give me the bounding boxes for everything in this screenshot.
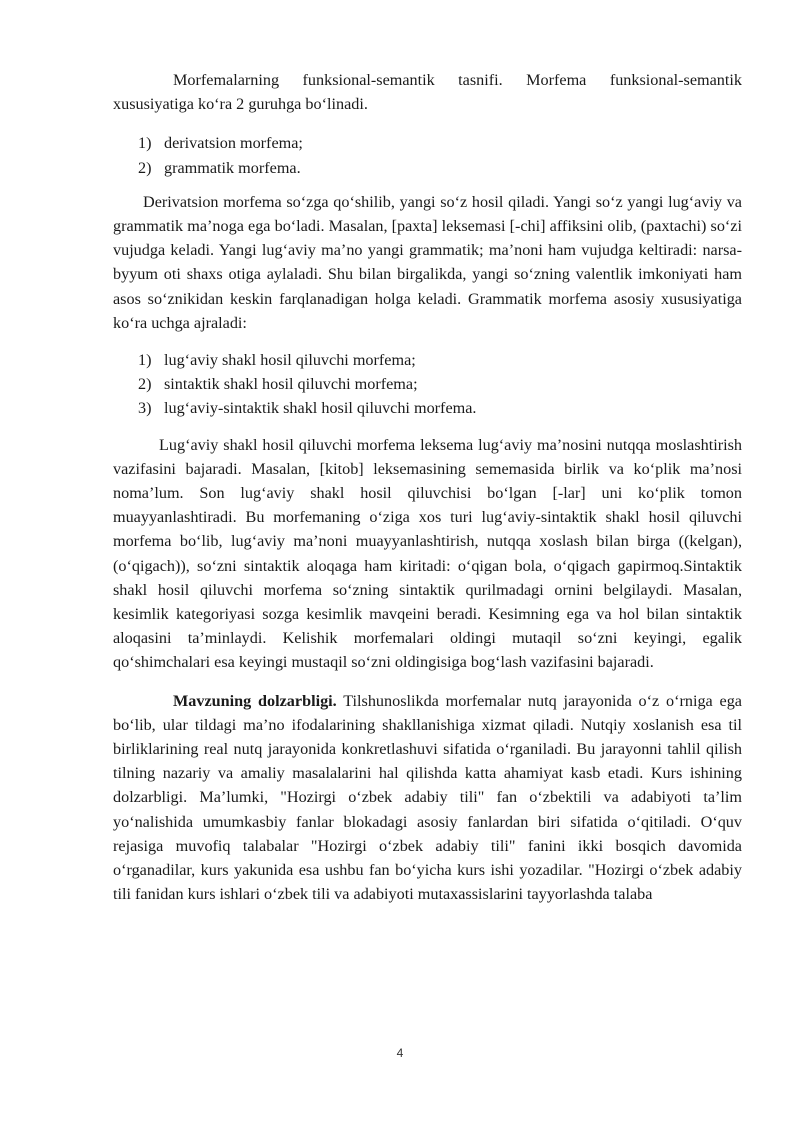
list-item-text: derivatsion morfema;	[164, 134, 303, 153]
list-item-text: lug‘aviy shakl hosil qiluvchi morfema;	[164, 351, 416, 370]
list-item	[113, 131, 742, 155]
grammatical-morpheme-types-list	[113, 348, 742, 421]
list-item	[113, 372, 742, 396]
page-number: 4	[396, 1046, 404, 1060]
list-item	[113, 348, 742, 372]
paragraph-derivational-morpheme: Derivatsion morfema so‘zga qo‘shilib, yangi so‘z hosil qiladi. Yangi so‘z yangi lug‘aviy va grammatik ma’noga ega bo‘ladi. Masalan, [paxta] leksemasi [-chi] affiksini olib, (paxtachi) so‘zi vujudga keladi. Yangi lug‘aviy ma’no yangi grammatik; ma’noni ham vujudga keltiradi: narsa-byyum oti shaxs otiga aylaladi. Shu bilan birgalikda, yangi so‘zning valentlik imkoniyati ham asos so‘znikidan keskin farqlanadigan holga keladi. Grammatik morfema asosiy xususiyatiga ko‘ra uchga ajraladi:	[113, 192, 742, 332]
paragraph-classification-intro: Morfemalarning funksional-semantik tasnifi. Morfema funksional-semantik xususiyatiga ko‘ra 2 guruhga bo‘linadi.	[113, 71, 742, 114]
paragraph-lexical-form-morpheme: Lug‘aviy shakl hosil qiluvchi morfema leksema lug‘aviy ma’nosini nutqqa moslashtirish vazifasini bajaradi. Masalan, [kitob] leksemasining sememasida birlik va ko‘plik ma’nosi noma’lum. Son lug‘aviy shakl hosil qiluvchisi bo‘lgan [-lar] uni ko‘plik tomon muayyanlashtiradi. Bu morfemaning o‘ziga xos turi lug‘aviy-sintaktik shakl hosil qiluvchi morfema bo‘lib, lug‘aviy ma’noni muayyanlashtirish, nutqqa xoslash bilan birga ((kelgan), (o‘qigach)), so‘zni sintaktik aloqaga ham kiritadi: o‘qigan bola, o‘qigach gapirmoq.Sintaktik shakl hosil qiluvchi morfema so‘zning sintaktik qurilmadagi ornini belgilaydi. Masalan, kesimlik kategoriyasi sozga kesimlik mavqeini beradi. Kesimning ega va hol bilan sintaktik aloqasini ta’minlaydi. Kelishik morfemalari oldingi mutaqil so‘zni keyingi, egalik qo‘shimchalari esa keyingi mustaqil so‘zni oldingisiga bog‘lash vazifasini bajaradi.	[113, 435, 742, 672]
list-item-text: sintaktik shakl hosil qiluvchi morfema;	[164, 375, 418, 394]
list-item-number: 3)	[138, 399, 152, 418]
morpheme-types-list	[113, 131, 742, 179]
list-item-text: lug‘aviy-sintaktik shakl hosil qiluvchi morfema.	[164, 399, 477, 418]
list-item	[113, 156, 742, 180]
paragraph-body: Tilshunoslikda morfemalar nutq jarayonida o‘z o‘rniga ega bo‘lib, ular tildagi ma’no ifodalarining shakllanishiga xizmat qiladi. Nutqiy xoslanish esa til birliklarining real nutq jarayonida konkretlashuvi sifatida o‘rganiladi. Bu jarayonni tahlil qilish tilning nazariy va amaliy masalalarini hal qilishda katta ahamiyat kasb etadi. Kurs ishining dolzarbligi. Ma’lumki, "Hozirgi o‘zbek adabiy tili" fan o‘zbektili va adabiyoti ta’lim yo‘nalishida umumkasbiy fanlar blokadagi asosiy fanlardan biri sifatida o‘qitiladi. O‘quv rejasiga muvofiq talabalar "Hozirgi o‘zbek adabiy tili" fanini ikki bosqich davomida o‘rganadilar, kurs yakunida esa ushbu fan bo‘yicha kurs ishi yozadilar. "Hozirgi o‘zbek adabiy tili fanidan kurs ishlari o‘zbek tili va adabiyoti mutaxassislarini tayyorlashda talaba	[113, 691, 742, 904]
list-item-number: 1)	[138, 134, 152, 153]
list-item-text: grammatik morfema.	[164, 158, 301, 177]
document-page	[113, 68, 742, 907]
list-item-number: 2)	[138, 158, 152, 177]
paragraph-topic-relevance	[113, 689, 742, 907]
list-item-number: 1)	[138, 351, 152, 370]
list-item-number: 2)	[138, 375, 152, 394]
section-heading-inline: Mavzuning dolzarbligi.	[173, 691, 337, 710]
list-item	[113, 396, 742, 420]
